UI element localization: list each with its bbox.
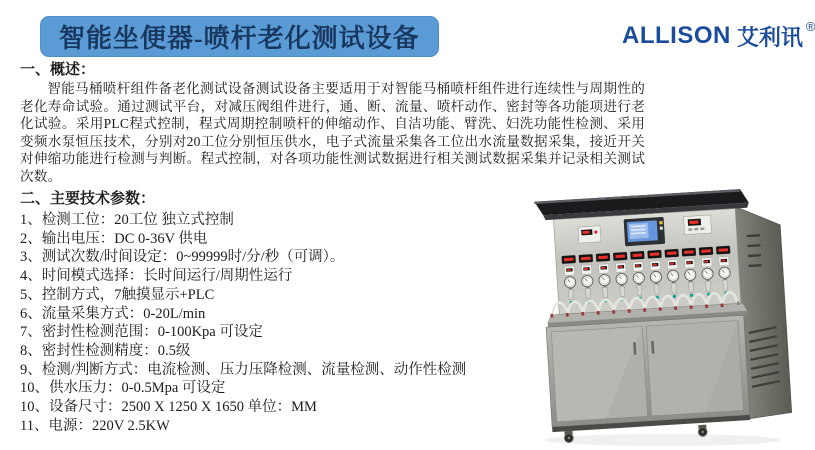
spec-item: 4、时间模式选择：长时间运行/周期性运行: [20, 268, 293, 285]
machine-control-panel: [553, 209, 740, 315]
overview-heading: 一、概述：: [20, 62, 96, 78]
right-counter-display: [684, 215, 712, 235]
title-banner: [40, 16, 439, 57]
spec-item: 7、密封性检测范围：0-100Kpa 可设定: [20, 324, 263, 341]
overview-paragraph: 智能马桶喷杆组件备老化测试设备测试设备主要适用于对智能马桶喷杆组件进行连续性与周期性的老化寿命试验。通过测试平台，对减压阀组件进行，通、断、流量、喷杆动作、密封等各功能项进行老化试验。采用PLC程式控制，程式周期控制喷杆的伸缩动作、自洁功能、臂洗、妇洗功能性检测、采用变频水泵恒压技术，分别对20工位分别恒压供水，电子式流量采集各工位出水流量数据采集，接近开关对伸缩功能进行检测与判断。程式控制，对各项功能性测试数据进行相关测试数据采集并记录相关测试次数。: [20, 81, 645, 184]
specs-heading: 二、主要技术参数：: [20, 191, 156, 207]
specs-section: [20, 190, 540, 435]
brand-logo-cn: 艾利讯: [736, 24, 803, 50]
hmi-touchscreen: [624, 217, 666, 246]
floor-shadow: [544, 434, 780, 446]
overview-section: [20, 61, 645, 186]
brand-logo-en: ALLISON: [622, 22, 731, 49]
spec-item: 9、检测/判断方式：电流检测、压力压降检测、流量检测、动作性检测: [20, 361, 467, 378]
spec-item: 2、输出电压：DC 0-36V 供电: [20, 230, 208, 247]
spec-item: 5、控制方式，7触摸显示+PLC: [20, 286, 215, 303]
spec-item: 10、设备尺寸：2500 X 1250 X 1650 单位：MM: [20, 399, 317, 416]
left-counter-display: [578, 226, 601, 243]
spec-item: 8、密封性检测精度：0.5级: [20, 342, 191, 359]
registered-mark-icon: ®: [805, 18, 815, 34]
spec-item: 11、电源：220V 2.5KW: [20, 417, 170, 434]
equipment-photo: [540, 188, 798, 450]
spec-item: 1、检测工位：20工位 独立式控制: [20, 212, 234, 228]
spec-item: 3、测试次数/时间设定：0~99999时/分/秒（可调）。: [20, 249, 345, 266]
machine-base-cabinet: [546, 315, 750, 432]
brand-logo: [622, 20, 815, 52]
spec-item: 10、供水压力：0-0.5Mpa 可设定: [20, 380, 226, 397]
spec-item: 6、流量采集方式：0-20L/min: [20, 305, 206, 322]
page-title: 智能坐便器-喷杆老化测试设备: [59, 24, 420, 53]
